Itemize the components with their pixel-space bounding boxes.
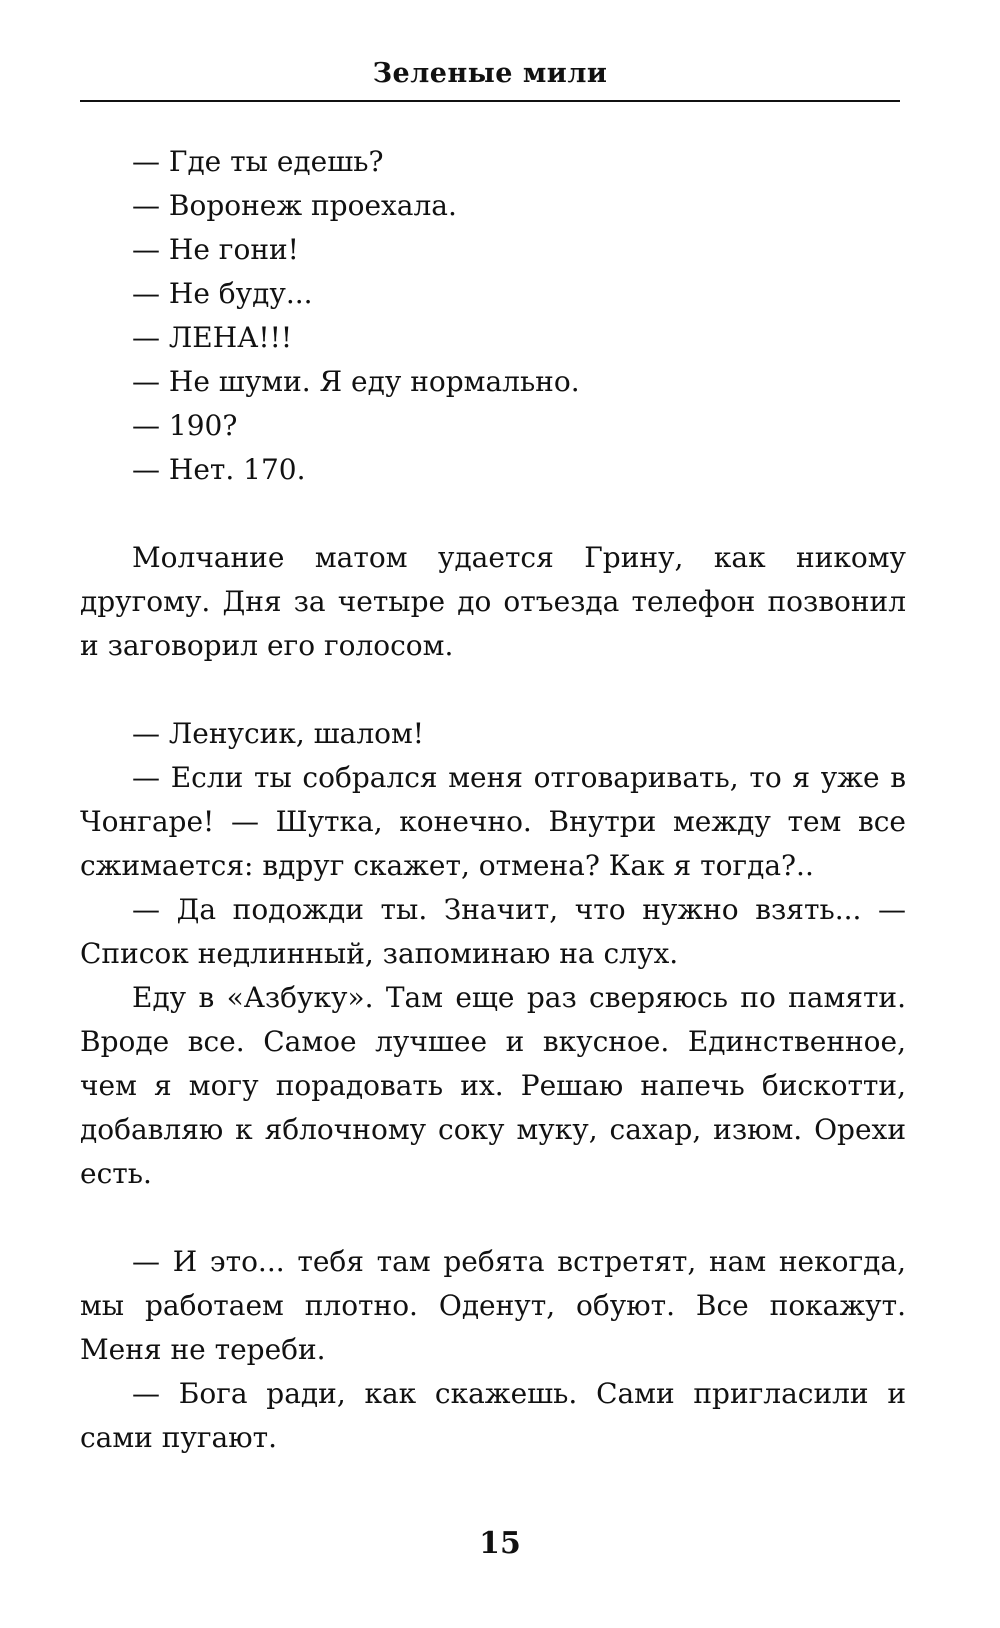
running-header: Зеленые мили (372, 58, 608, 89)
page-number: 15 (479, 1526, 521, 1561)
dialogue-line: — Не гони! (132, 233, 299, 266)
body-text (80, 140, 906, 1460)
paragraph: Еду в «Азбуку». Там еще раз сверяюсь по памяти. Вроде все. Самое лучшее и вкусное. Единственное, чем я могу порадовать их. Решаю напечь бискотти, добавляю к яблочному соку муку, сахар, изюм. Орехи есть. (80, 981, 906, 1190)
paragraph: — Если ты собрался меня отговаривать, то я уже в Чонгаре! — Шутка, конечно. Внутри между тем все сжимается: вдруг скажет, отмена? Как я тогда?.. (80, 761, 906, 882)
section-gap (80, 492, 906, 536)
section-gap (80, 668, 906, 712)
header-rule (80, 100, 900, 102)
paragraph: — Ленусик, шалом! (132, 717, 425, 750)
section-gap (80, 1196, 906, 1240)
paragraph: — Да подожди ты. Значит, что нужно взять... — Список недлинный, запоминаю на слух. (80, 893, 906, 970)
dialogue-line: — Нет. 170. (132, 453, 306, 486)
dialogue-line: — 190? (132, 409, 238, 442)
dialogue-line: — ЛЕНА!!! (132, 321, 293, 354)
dialogue-line: — Не буду... (132, 277, 313, 310)
paragraph: — Бога ради, как скажешь. Сами пригласили и сами пугают. (80, 1377, 906, 1454)
dialogue-line: — Где ты едешь? (132, 145, 384, 178)
paragraph: — И это... тебя там ребята встретят, нам некогда, мы работаем плотно. Оденут, обуют. Все покажут. Меня не тереби. (80, 1245, 906, 1366)
dialogue-line: — Не шуми. Я еду нормально. (132, 365, 580, 398)
dialogue-line: — Воронеж проехала. (132, 189, 457, 222)
paragraph: Молчание матом удается Грину, как никому другому. Дня за четыре до отъезда телефон позвонил и заговорил его голосом. (80, 541, 906, 662)
